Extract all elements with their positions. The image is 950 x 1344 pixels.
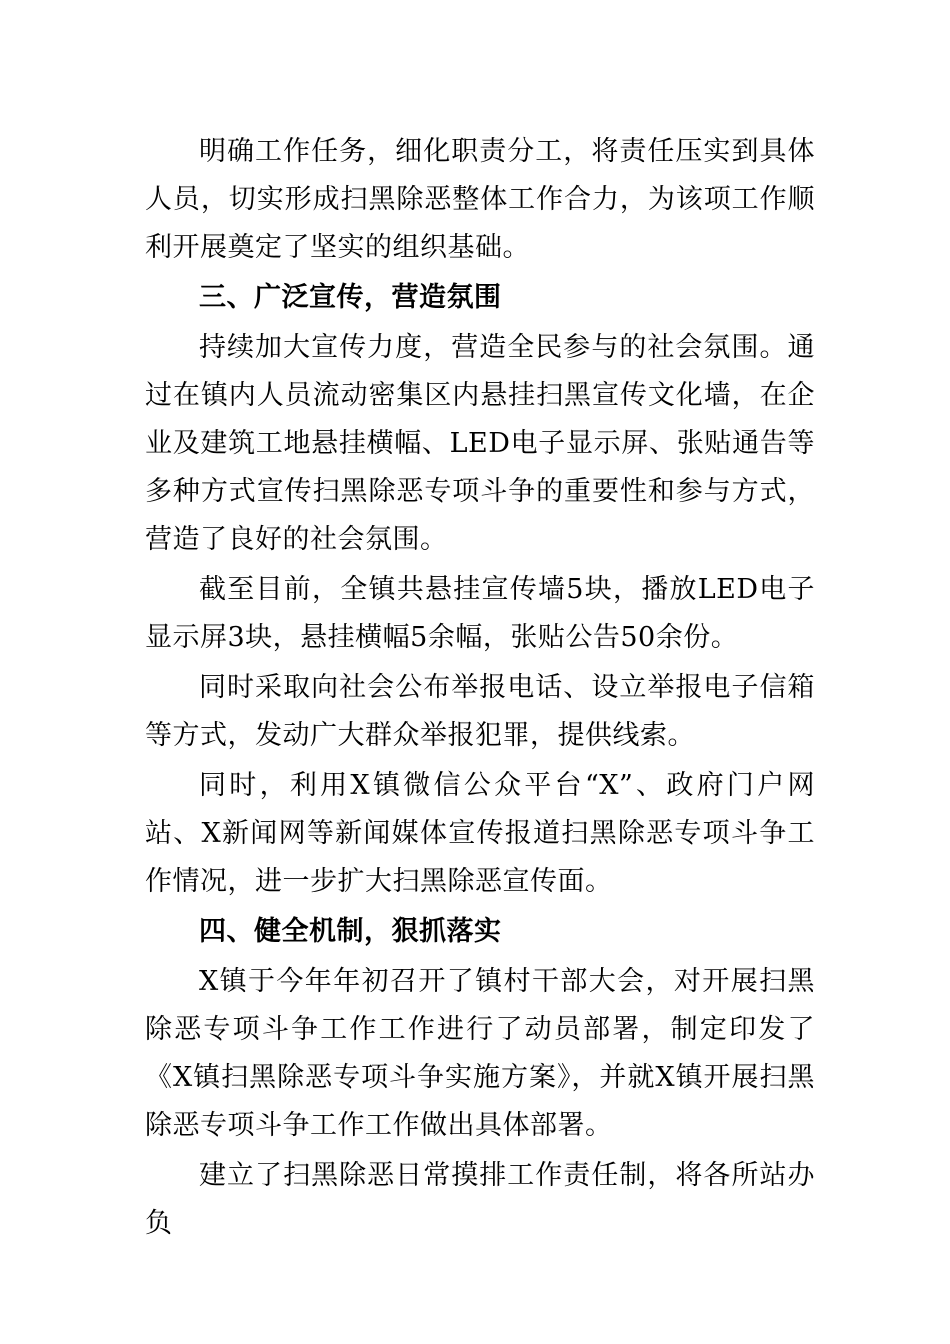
paragraph-organization-foundation: 明确工作任务，细化职责分工，将责任压实到具体人员，切实形成扫黑除恶整体工作合力，为该项工作顺利开展奠定了坚实的组织基础。 — [145, 136, 815, 263]
paragraph-reporting-channels: 同时采取向社会公布举报电话、设立举报电子信箱等方式，发动广大群众举报犯罪，提供线索。 — [145, 672, 815, 751]
paragraph-publicity-atmosphere: 持续加大宣传力度，营造全民参与的社会氛围。通过在镇内人员流动密集区内悬挂扫黑宣传文化墙，在企业及建筑工地悬挂横幅、LED电子显示屏、张贴通告等多种方式宣传扫黑除恶专项斗争的重要性和参与方式，营造了良好的社会氛围。 — [145, 332, 815, 555]
paragraph-publicity-statistics: 截至目前，全镇共悬挂宣传墙5块，播放LED电子显示屏3块，悬挂横幅5余幅，张贴公告50余份。 — [145, 574, 815, 653]
paragraph-responsibility-system: 建立了扫黑除恶日常摸排工作责任制，将各所站办负 — [145, 1160, 815, 1239]
paragraph-mobilization-meeting: X镇于今年年初召开了镇村干部大会，对开展扫黑除恶专项斗争工作工作进行了动员部署，制定印发了《X镇扫黑除恶专项斗争实施方案》，并就X镇开展扫黑除恶专项斗争工作工作做出具体部署。 — [145, 966, 815, 1141]
section-heading-mechanism: 四、健全机制，狠抓落实 — [199, 916, 502, 947]
section-heading-publicity: 三、广泛宣传，营造氛围 — [199, 282, 502, 313]
document-page — [145, 128, 815, 1250]
paragraph-media-coverage: 同时，利用X镇微信公众平台“X”、政府门户网站、X新闻网等新闻媒体宣传报道扫黑除恶专项斗争工作情况，进一步扩大扫黑除恶宣传面。 — [145, 770, 815, 897]
